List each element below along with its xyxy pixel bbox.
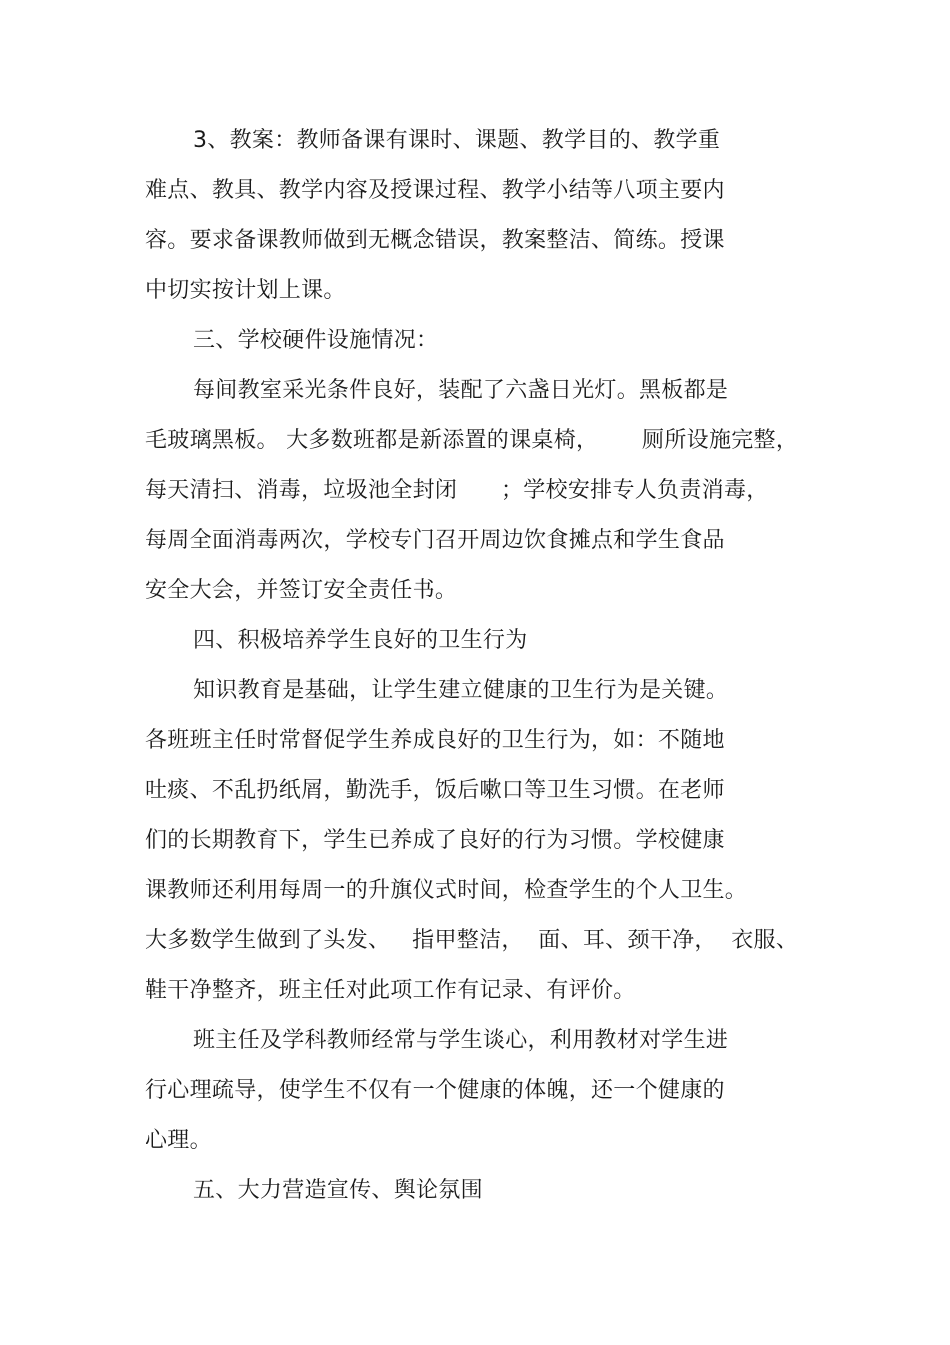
section-heading: 三、学校硬件设施情况： (193, 328, 439, 353)
text-line: 大多数学生做到了头发、 指甲整洁， 面、耳、颈干净， 衣服、 (145, 928, 799, 953)
text-line: 每天清扫、消毒，垃圾池全封闭 ；学校安排专人负责消毒， (145, 478, 769, 503)
text-line: 每周全面消毒两次，学校专门召开周边饮食摊点和学生食品 (145, 528, 725, 553)
text-line: 容。要求备课教师做到无概念错误，教案整洁、简练。授课 (145, 228, 725, 253)
text-line: 课教师还利用每周一的升旗仪式时间，检查学生的个人卫生。 (145, 878, 748, 903)
section-heading: 四、积极培养学生良好的卫生行为 (193, 628, 528, 653)
text-line: 吐痰、不乱扔纸屑，勤洗手，饭后嗽口等卫生习惯。在老师 (145, 778, 725, 803)
text-line: 安全大会，并签订安全责任书。 (145, 578, 458, 603)
text-line: 鞋干净整齐，班主任对此项工作有记录、有评价。 (145, 978, 636, 1003)
text-line: 3、教案：教师备课有课时、课题、教学目的、教学重 (193, 128, 721, 153)
text-line: 知识教育是基础，让学生建立健康的卫生行为是关键。 (193, 678, 729, 703)
text-line: 班主任及学科教师经常与学生谈心，利用教材对学生进 (193, 1028, 729, 1053)
section-heading: 五、大力营造宣传、舆论氛围 (193, 1178, 483, 1203)
text-line: 毛玻璃黑板。 大多数班都是新添置的课桌椅， 厕所设施完整， (145, 428, 799, 453)
text-line: 难点、教具、教学内容及授课过程、教学小结等八项主要内 (145, 178, 725, 203)
text-line: 各班班主任时常督促学生养成良好的卫生行为，如：不随地 (145, 728, 725, 753)
text-line: 中切实按计划上课。 (145, 278, 346, 303)
text-line: 们的长期教育下，学生已养成了良好的行为习惯。学校健康 (145, 828, 725, 853)
text-line: 行心理疏导，使学生不仅有一个健康的体魄，还一个健康的 (145, 1078, 725, 1103)
text-line: 心理。 (145, 1128, 212, 1153)
text-line: 每间教室采光条件良好，装配了六盏日光灯。黑板都是 (193, 378, 729, 403)
